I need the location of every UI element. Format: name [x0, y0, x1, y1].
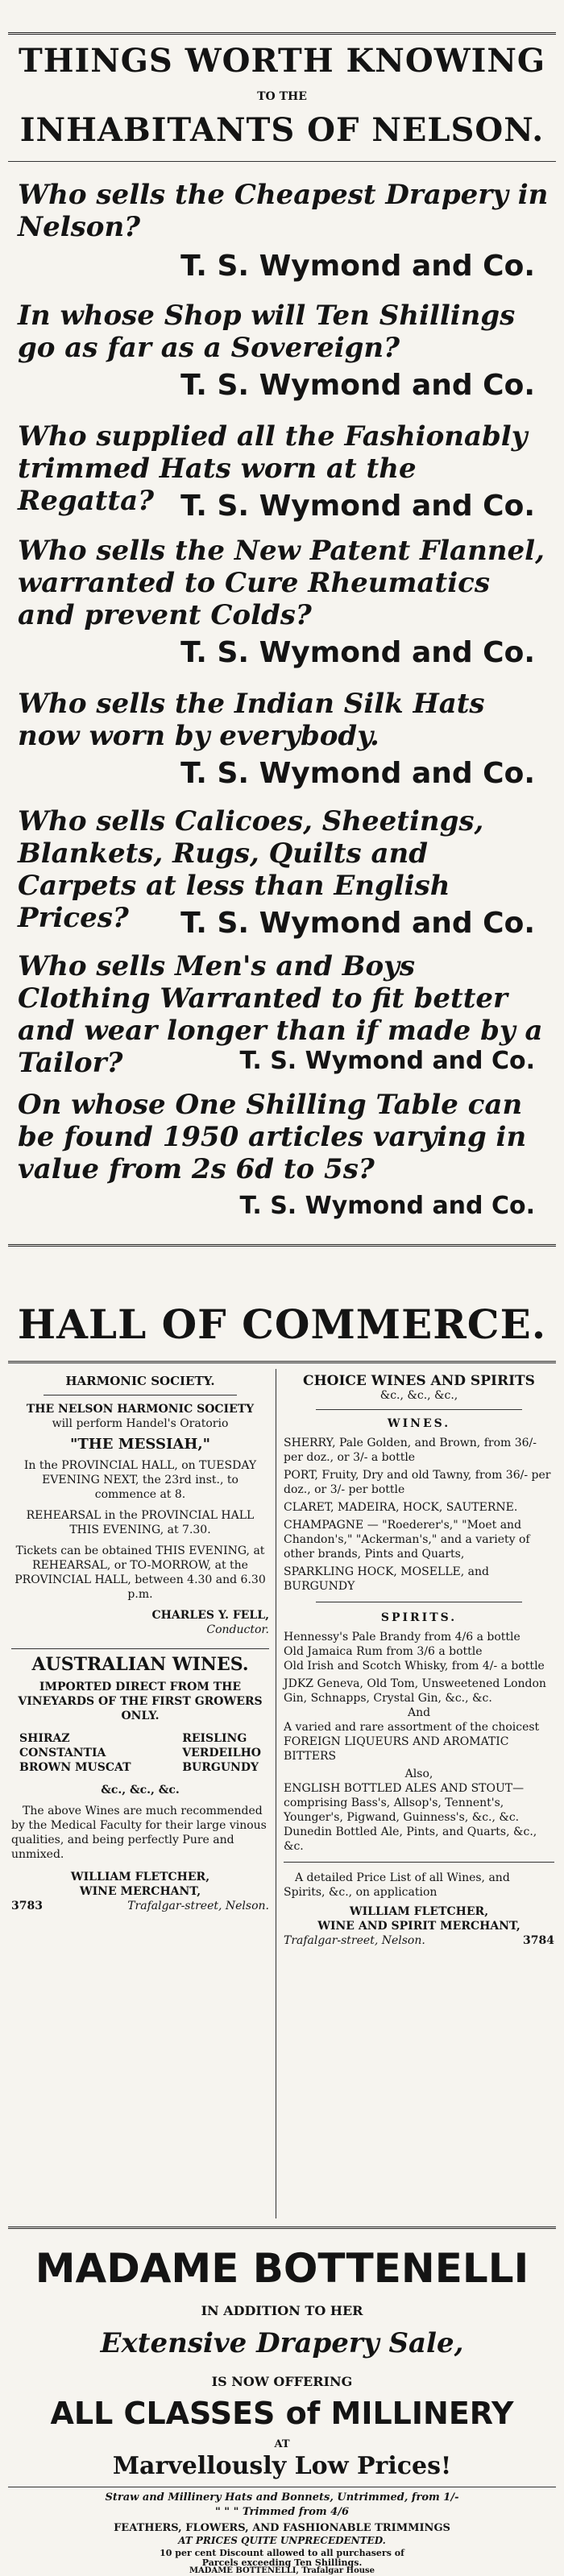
harmonic-line-1: THE NELSON HARMONIC SOCIETY	[26, 1403, 255, 1416]
divider	[284, 1862, 554, 1863]
wines-line-2: PORT, Fruity, Dry and old Tawny, from 36/- per doz., or 3/- per bottle	[284, 1469, 551, 1496]
divider	[316, 1409, 522, 1410]
harmonic-line-2: will perform Handel's Oratorio	[52, 1417, 229, 1430]
question-7: Who sells Men's and Boys Clothing Warranted to fit better and wear longer than if made by a Tailor?	[18, 950, 543, 1079]
question-6: Who sells Calicoes, Sheetings, Blankets, Rugs, Quilts and Carpets at less than English Prices?	[18, 805, 484, 934]
wine-brown-muscat: BROWN MUSCAT	[19, 1761, 131, 1774]
spirits-seller: WILLIAM FLETCHER,	[349, 1905, 489, 1918]
harmonic-society-heading: HARMONIC SOCIETY.	[65, 1374, 215, 1388]
hall-rule	[8, 1361, 556, 1363]
wines-list	[19, 1731, 261, 1775]
choice-wines-sub: &c., &c., &c.,	[379, 1389, 458, 1402]
wine-reisling: REISLING	[182, 1732, 247, 1745]
madame-extensive: Extensive Drapery Sale,	[100, 2327, 464, 2359]
wines-note: The above Wines are much recommended by the Medical Faculty for their large vinous qualities, and being perfectly Pure and unmixed.	[11, 1805, 267, 1861]
wines-ad-number: 3783	[11, 1900, 43, 1912]
choice-wines-heading: CHOICE WINES AND SPIRITS	[303, 1373, 535, 1389]
wines-address: Trafalgar-street, Nelson.	[127, 1900, 269, 1912]
wines-line-4: CHAMPAGNE — "Roederer's," "Moet and Chandon's," "Ackerman's," and a variety of other brands, Pints and Quarts,	[284, 1519, 530, 1561]
hall-of-commerce-heading: HALL OF COMMERCE.	[17, 1300, 547, 1348]
spirits-line-8: ENGLISH BOTTLED ALES AND STOUT—comprising Bass's, Allsop's, Tennent's, Younger's, Pigwand, Guinness's, &c., &c. Dunedin Bottled Ale, Pints, and Quarts, &c., &c.	[284, 1782, 537, 1853]
spirits-line-3: Old Irish and Scotch Whisky, from 4/- a bottle	[284, 1660, 545, 1673]
harmonic-line-6: Tickets can be obtained THIS EVENING, at REHEARSAL, or TO-MORROW, at the PROVINCIAL HALL, between 4.30 and 6.30 p.m.	[15, 1544, 266, 1601]
divider	[11, 1648, 269, 1649]
answer-8: T. S. Wymond and Co.	[239, 1192, 535, 1220]
wine-shiraz: SHIRAZ	[19, 1732, 70, 1745]
wine-constantia: CONSTANTIA	[19, 1747, 106, 1759]
madame-at: AT	[274, 2438, 290, 2450]
madame-title: MADAME BOTTENELLI	[35, 2245, 529, 2292]
answer-1: T. S. Wymond and Co.	[180, 250, 535, 283]
wine-verdeilho: VERDEILHO	[182, 1747, 261, 1759]
question-8: On whose One Shilling Table can be found 1950 articles varying in value from 2s 6d to 5s?	[18, 1089, 527, 1185]
answer-3: T. S. Wymond and Co.	[180, 490, 535, 523]
madame-all-classes: ALL CLASSES of MILLINERY	[50, 2396, 514, 2431]
spirits-address: Trafalgar-street, Nelson.	[284, 1934, 425, 1947]
header-rule	[8, 161, 556, 162]
bottom-section-rule	[8, 2227, 556, 2229]
wines-footer	[11, 1899, 269, 1913]
question-5: Who sells the Indian Silk Hats now worn by everybody.	[18, 688, 485, 752]
wines-line-5: SPARKLING HOCK, MOSELLE, and BURGUNDY	[284, 1565, 489, 1593]
spirits-line-5: And	[407, 1706, 431, 1719]
divider	[44, 1395, 237, 1396]
madame-straw-2: " " " Trimmed from 4/6	[214, 2506, 350, 2518]
spirits-line-6: A varied and rare assortment of the choicest FOREIGN LIQUEURS AND AROMATIC BITTERS	[284, 1721, 540, 1763]
answer-5: T. S. Wymond and Co.	[180, 757, 535, 790]
madame-discount-2: Parcels exceeding Ten Shillings.	[201, 2557, 363, 2568]
wines-seller-title: WINE MERCHANT,	[79, 1885, 201, 1898]
madame-low-prices: Marvellously Low Prices!	[112, 2452, 452, 2480]
answer-2: T. S. Wymond and Co.	[180, 369, 535, 402]
spirits-line-1: Hennessy's Pale Brandy from 4/6 a bottle	[284, 1631, 520, 1644]
headline-to-the: TO THE	[257, 90, 307, 103]
australian-wines-heading: AUSTRALIAN WINES.	[31, 1654, 249, 1675]
question-2: In whose Shop will Ten Shillings go as far as a Sovereign?	[18, 300, 516, 364]
answer-7: T. S. Wymond and Co.	[239, 1047, 535, 1075]
messiah-title: "THE MESSIAH,"	[69, 1436, 211, 1453]
right-column	[284, 1369, 554, 2218]
madame-discount-1: 10 per cent Discount allowed to all purchasers of	[160, 2548, 404, 2558]
wines-etc: &c., &c., &c.	[101, 1784, 180, 1797]
conductor-name: CHARLES Y. FELL,	[151, 1609, 269, 1622]
question-1: Who sells the Cheapest Drapery in Nelson?	[18, 179, 549, 243]
harmonic-line-4: In the PROVINCIAL HALL, on TUESDAY EVENING NEXT, the 23rd inst., to commence at 8.	[23, 1459, 257, 1501]
spirits-line-2: Old Jamaica Rum from 3/6 a bottle	[284, 1645, 483, 1658]
madame-now-offering: IS NOW OFFERING	[211, 2374, 353, 2389]
mid-rule	[8, 1244, 556, 1247]
spirits-line-4: JDKZ Geneva, Old Tom, Unsweetened London Gin, Schnapps, Crystal Gin, &c., &c.	[284, 1677, 546, 1705]
madame-feathers: FEATHERS, FLOWERS, AND FASHIONABLE TRIMMINGS	[114, 2522, 450, 2534]
madame-in-addition: IN ADDITION TO HER	[201, 2303, 363, 2318]
spirits-line-7: Also,	[404, 1768, 433, 1780]
question-3: Who supplied all the Fashionably trimmed Hats worn at the Regatta?	[18, 420, 528, 517]
left-column	[11, 1369, 269, 2218]
madame-footer: MADAME BOTTENELLI, Trafalgar House	[189, 2566, 375, 2575]
top-rule	[8, 32, 556, 35]
wines-sub: IMPORTED DIRECT FROM THE VINEYARDS OF THE FIRST GROWERS ONLY.	[18, 1681, 263, 1722]
spirits-footer	[284, 1933, 554, 1948]
wines-line-1: SHERRY, Pale Golden, and Brown, from 36/- per doz., or 3/- a bottle	[284, 1437, 537, 1464]
spirits-title: SPIRITS.	[380, 1611, 458, 1624]
answer-6: T. S. Wymond and Co.	[180, 907, 535, 940]
headline-line1: THINGS WORTH KNOWING	[18, 42, 546, 80]
question-4: Who sells the New Patent Flannel, warranted to Cure Rheumatics and prevent Colds?	[18, 535, 545, 631]
madame-unprecedented: AT PRICES QUITE UNPRECEDENTED.	[178, 2535, 386, 2546]
wines-title: WINES.	[387, 1417, 451, 1430]
wine-burgundy: BURGUNDY	[182, 1761, 259, 1774]
wines-line-3: CLARET, MADEIRA, HOCK, SAUTERNE.	[284, 1501, 518, 1514]
spirits-seller-title: WINE AND SPIRIT MERCHANT,	[317, 1920, 520, 1933]
headline-line2: INHABITANTS OF NELSON.	[19, 111, 545, 149]
spirits-ad-number: 3784	[523, 1934, 554, 1947]
harmonic-line-5: REHEARSAL in the PROVINCIAL HALL THIS EVENING, at 7.30.	[26, 1509, 255, 1536]
wines-seller: WILLIAM FLETCHER,	[70, 1871, 210, 1883]
madame-straw-1: Straw and Millinery Hats and Bonnets, Untrimmed, from 1/-	[105, 2491, 459, 2504]
conductor-title: Conductor.	[206, 1623, 269, 1636]
spirits-line-9: A detailed Price List of all Wines, and Spirits, &c., on application	[284, 1871, 510, 1899]
answer-4: T. S. Wymond and Co.	[180, 636, 535, 669]
